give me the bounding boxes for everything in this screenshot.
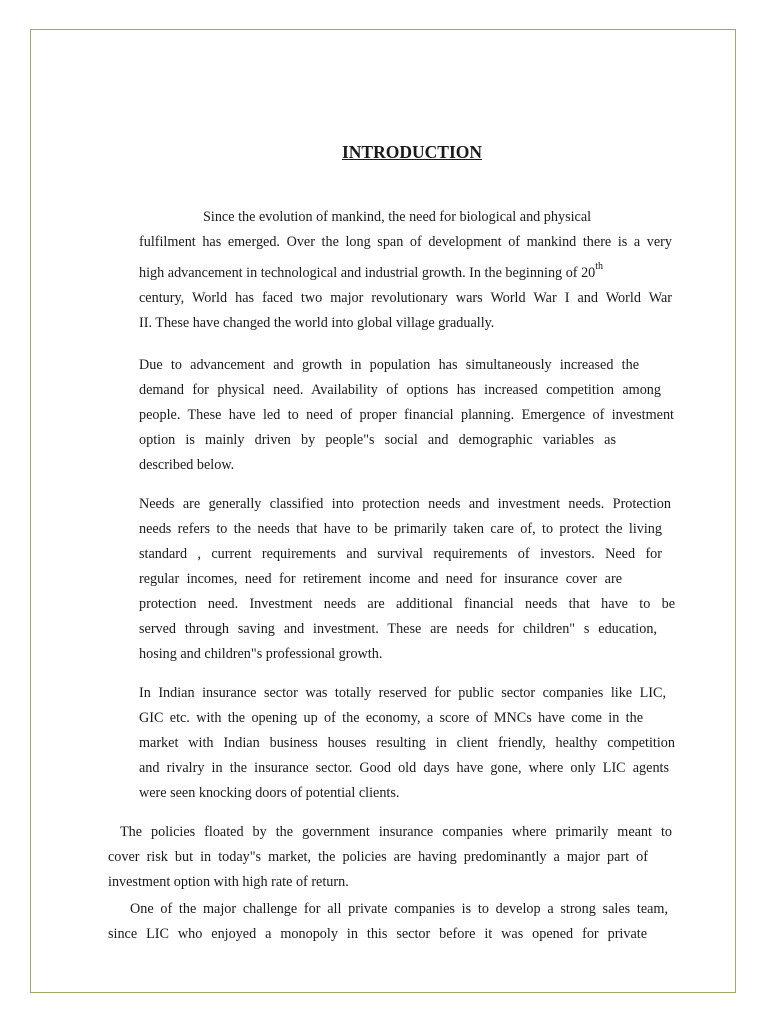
- paragraph-line: needs refers to the needs that have to be primarily taken care of, to protect the living: [139, 521, 662, 537]
- paragraph-line: One of the major challenge for all private companies is to develop a strong sales team,: [130, 901, 668, 917]
- paragraph-line: Needs are generally classified into protection needs and investment needs. Protection: [139, 496, 671, 512]
- paragraph-line: since LIC who enjoyed a monopoly in this sector before it was opened for private: [108, 926, 647, 942]
- paragraph-line: were seen knocking doors of potential clients.: [139, 785, 400, 801]
- paragraph-line: people. These have led to need of proper financial planning. Emergence of investment: [139, 407, 674, 423]
- paragraph-line: described below.: [139, 457, 235, 473]
- paragraph-5: [108, 820, 672, 895]
- ordinal-superscript: th: [595, 261, 604, 273]
- paragraph-line: Since the evolution of mankind, the need for biological and physical: [203, 209, 592, 225]
- paragraph-line: Due to advancement and growth in population has simultaneously increased the: [139, 357, 639, 373]
- paragraph-line: regular incomes, need for retirement income and need for insurance cover are: [139, 571, 622, 587]
- paragraph-line: protection need. Investment needs are additional financial needs that have to be: [139, 596, 675, 612]
- paragraph-line: hosing and children"s professional growth.: [139, 646, 383, 662]
- paragraph-line: served through saving and investment. These are needs for children" s education,: [139, 621, 657, 637]
- paragraph-line: cover risk but in today"s market, the policies are having predominantly a major part of: [108, 849, 648, 865]
- paragraph-line: [139, 261, 672, 286]
- paragraph-line: GIC etc. with the opening up of the economy, a score of MNCs have come in the: [139, 710, 643, 726]
- page-title: INTRODUCTION: [341, 142, 483, 162]
- paragraph-line-text: high advancement in technological and industrial growth. In the beginning of 20: [139, 265, 596, 281]
- paragraph-line: In Indian insurance sector was totally reserved for public sector companies like LIC,: [139, 685, 666, 701]
- paragraph-line: II. These have changed the world into global village gradually.: [139, 315, 495, 331]
- paragraph-6: [108, 897, 668, 947]
- paragraph-line: century, World has faced two major revolutionary wars World War I and World War: [139, 290, 672, 306]
- paragraph-line: fulfilment has emerged. Over the long span of development of mankind there is a very: [139, 234, 672, 250]
- paragraph-line: The policies floated by the government insurance companies where primarily meant to: [120, 824, 672, 840]
- paragraph-line: demand for physical need. Availability of options has increased competition among: [139, 382, 661, 398]
- paragraph-2: [139, 353, 674, 478]
- paragraph-line: and rivalry in the insurance sector. Good old days have gone, where only LIC agents: [139, 760, 669, 776]
- paragraph-line: investment option with high rate of return.: [108, 874, 349, 890]
- paragraph-line: option is mainly driven by people"s social and demographic variables as: [139, 432, 616, 448]
- paragraph-1: [139, 205, 672, 336]
- paragraph-line: market with Indian business houses resulting in client friendly, healthy competition: [139, 735, 675, 751]
- paragraph-line: standard , current requirements and survival requirements of investors. Need for: [139, 546, 662, 562]
- paragraph-3: [139, 492, 675, 667]
- paragraph-4: [139, 681, 675, 806]
